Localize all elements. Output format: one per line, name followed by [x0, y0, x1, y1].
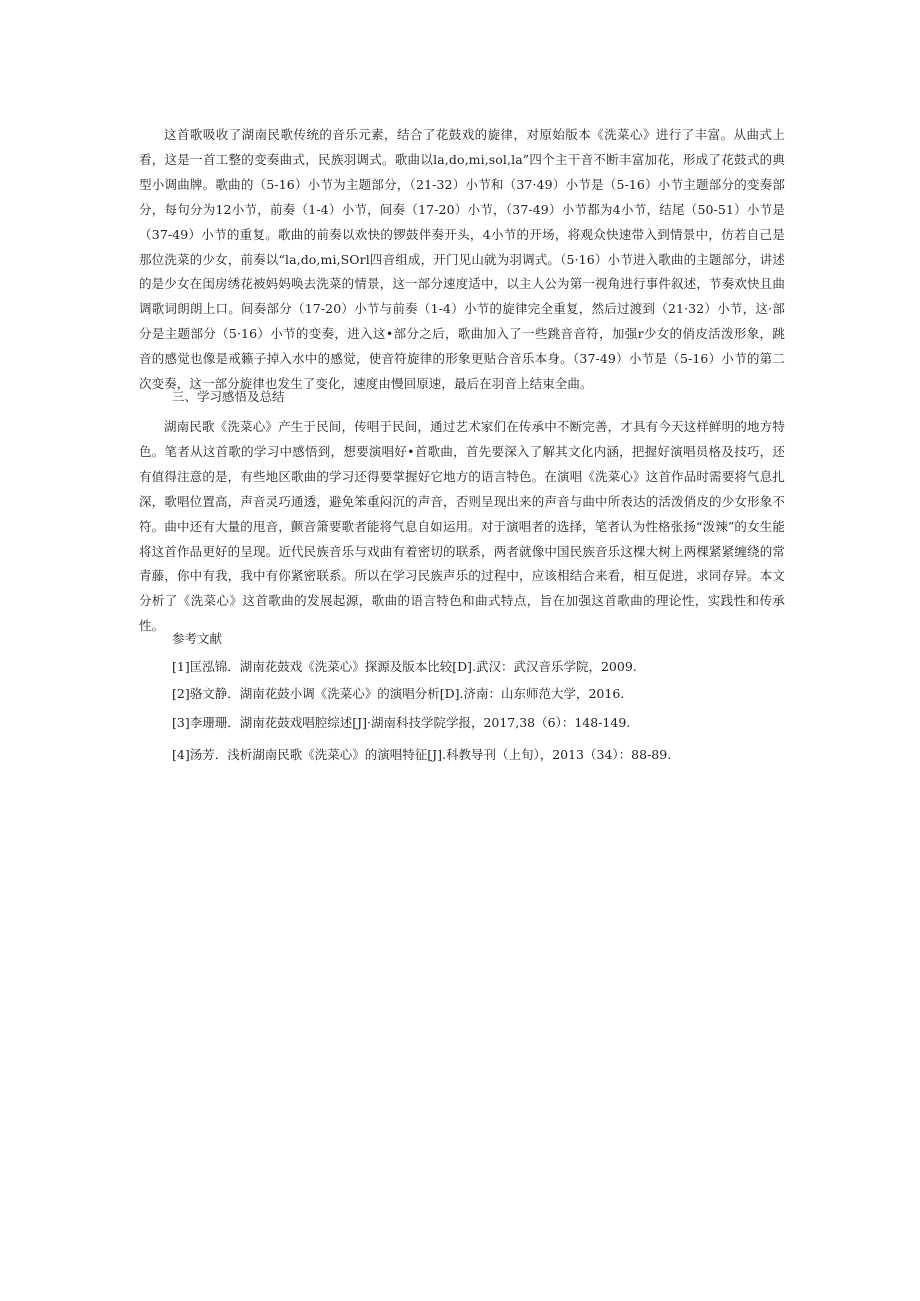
- reference-item: [3]李珊珊．湖南花鼓戏唱腔综述[J]·湖南科技学院学报，2017,38（6）：148-149.: [172, 715, 631, 730]
- section-heading: 三、学习感悟及总结: [172, 389, 285, 404]
- body-paragraph-summary: 湖南民歌《洗菜心》产生于民间，传唱于民间，通过艺术家们在传承中不断完善，才具有今天这样鲜明的地方特色。笔者从这首歌的学习中感悟到，想要演唱好•首歌曲，首先要深入了解其文化内涵，把握好演唱员格及技巧，还有值得注意的是，有些地区歌曲的学习还得要掌握好它地方的语言特色。在演唱《洗菜心》这首作品时需要将气息扎深，歌唱位置高，声音灵巧通透，避免笨重闷沉的声音，否则呈现出来的声音与曲中所表达的活泼俏皮的少女形象不符。曲中还有大量的甩音，颤音箫要歌者能将气息自如运用。对于演唱者的选择，笔者认为性格张扬“泼辣”的女生能将这首作品更好的呈现。近代民族音乐与戏曲有着密切的联系，两者就像中国民族音乐这棵大树上两棵紧紧缠绕的常青藤，你中有我，我中有你紧密联系。所以在学习民族声乐的过程中，应该相结合来看，相互促进，求同存异。本文分析了《洗菜心》这首歌曲的发展起源，歌曲的语言特色和曲式特点，旨在加强这首歌曲的理论性，实践性和传承性。: [139, 419, 785, 634]
- reference-item: [4]汤芳．浅析湖南民歌《洗菜心》的演唱特征[J].科教导刊（上旬），2013（34）：88-89.: [172, 747, 672, 762]
- body-paragraph-analysis: 这首歌吸收了湖南民歌传统的音乐元素，结合了花鼓戏的旋律，对原始版本《洗菜心》进行了丰富。从曲式上看，这是一首工整的变奏曲式，民族羽调式。歌曲以la,do,mi,sol,la”四个主干音不断丰富加花，形成了花鼓式的典型小调曲牌。歌曲的（5-16）小节为主题部分，（21-32）小节和（37·49）小节是（5-16）小节主题部分的变奏部分，每句分为12小节，前奏（1-4）小节，间奏（17-20）小节，（37-49）小节都为4小节，结尾（50-51）小节是（37-49）小节的重复。歌曲的前奏以欢快的锣鼓伴奏开头，4小节的开场，将观众快速带入到情景中，仿若自己是那位洗菜的少女，前奏以“la,do,mi,SOrl四音组成，开门见山就为羽调式。（5·16）小节进入歌曲的主题部分，讲述的是少女在闺房绣花被妈妈唤去洗菜的情景，这一部分速度适中，以主人公为第一视角进行事件叙述，节奏欢快且曲调歌词朗朗上口。间奏部分（17-20）小节与前奏（1-4）小节的旋律完全重复，然后过渡到（21·32）小节，这·部分是主题部分（5·16）小节的变奏，进入这•部分之后，歌曲加入了一些跳音音符，加强r少女的俏皮活泼形象，跳音的感觉也像是戒籁子掉入水中的感觉，使音符旋律的形象更贴合音乐本身。（37-49）小节是（5-16）小节的第二次变奏，这一部分旋律也发生了变化，速度由慢回原速，最后在羽音上结束全曲。: [139, 127, 785, 392]
- reference-item: [2]骆文静．湖南花鼓小调《洗菜心》的演唱分析[D].济南：山东师范大学，2016.: [172, 686, 625, 701]
- reference-item: [1]匡泓锦．湖南花鼓戏《洗菜心》探源及版本比较[D].武汉：武汉音乐学院，2009.: [172, 659, 637, 674]
- references-heading: 参考文献: [172, 631, 223, 646]
